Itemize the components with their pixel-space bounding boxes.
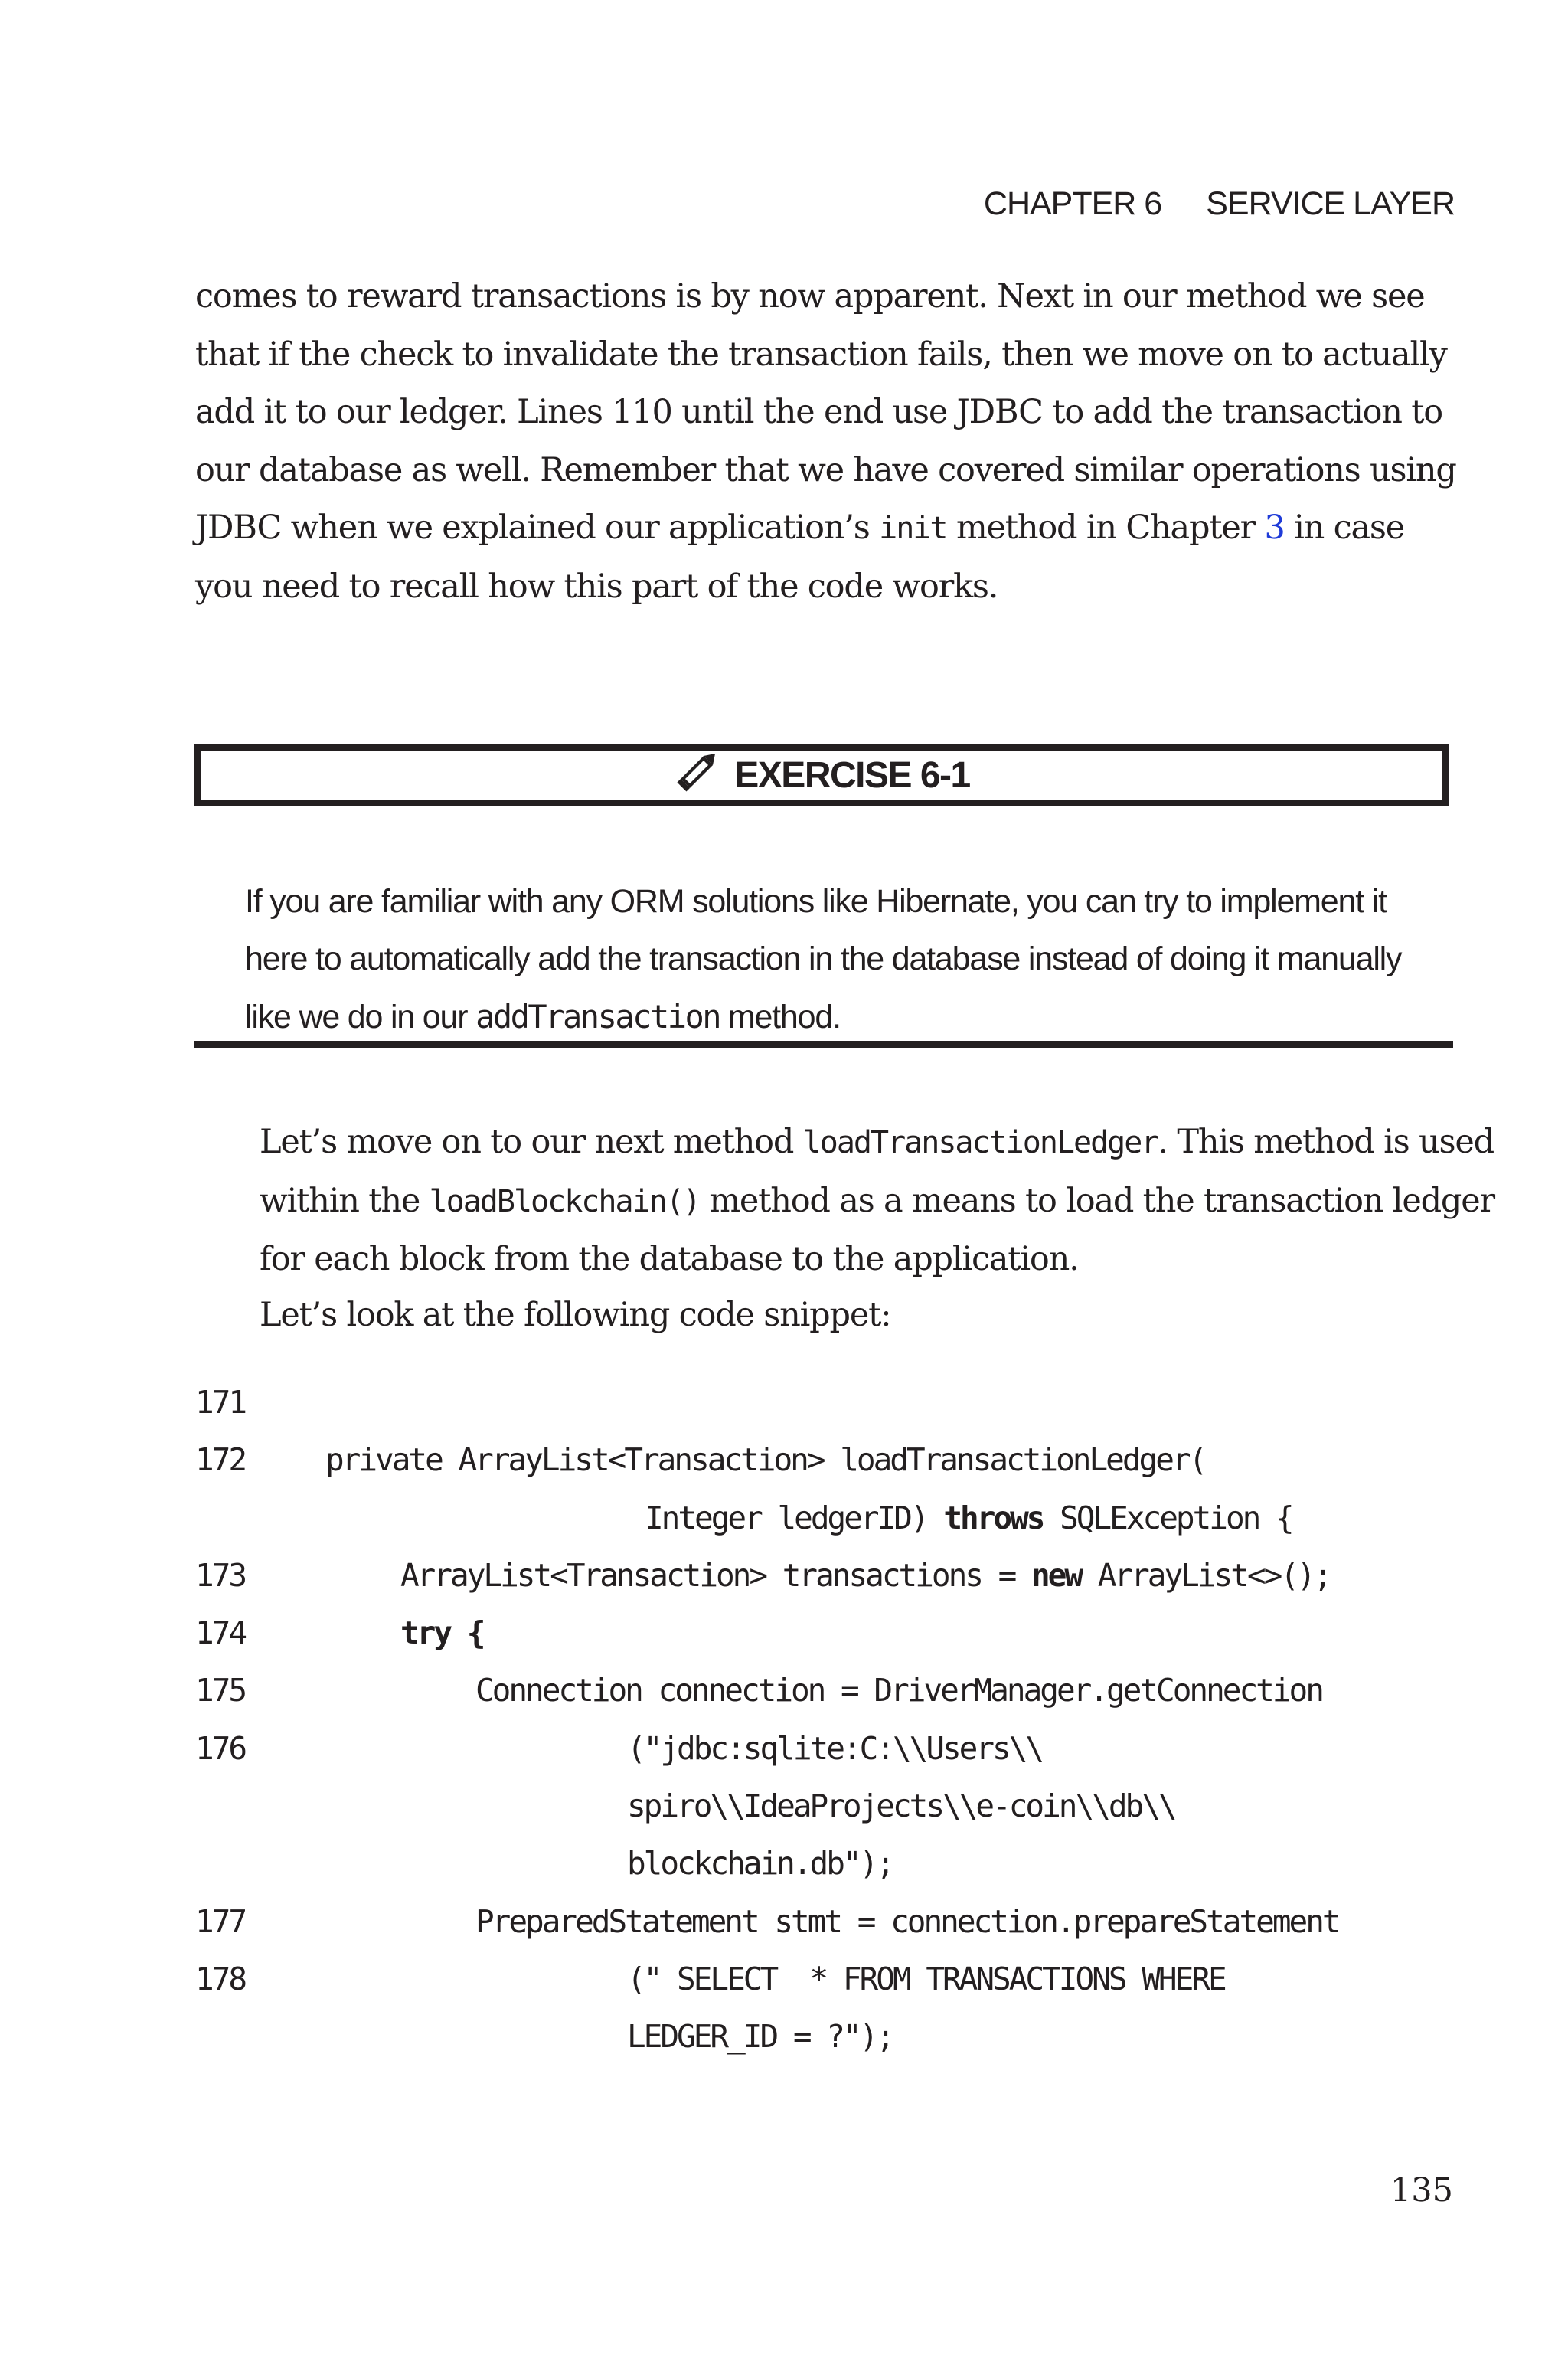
pencil-icon [673,744,725,796]
paragraph-text: . This method is used within the [260,1123,1494,1220]
inline-code-loadblockchain: loadBlockchain() [429,1183,700,1219]
code-line [195,1604,1459,1662]
paragraph-reward-transactions [195,268,1459,616]
code-text: blockchain.db"); [627,1845,893,1882]
paragraph-text: method in Chapter [946,509,1265,547]
exercise-title-text: EXERCISE 6-1 [734,754,970,796]
inline-code-init: init [879,511,947,546]
code-fragment: ArrayList<Transaction> transactions = [400,1556,1031,1594]
code-line [195,1951,1459,2008]
chapter-label: CHAPTER 6 [983,185,1162,222]
line-number: 177 [195,1902,246,1940]
paragraph-load-transaction-ledger [195,1114,1523,1289]
exercise-header-box [194,744,1449,806]
code-text: (" SELECT * FROM TRANSACTIONS WHERE [627,1960,1225,1997]
code-line [195,1893,1459,1951]
keyword-throws: throws [943,1499,1044,1536]
code-text-try: try { [400,1614,484,1652]
page-number: 135 [1390,2171,1453,2210]
code-line [195,1374,1459,1431]
paragraph-text: method as a means to load the transaction ledger for each block from the database to the application. [260,1181,1494,1278]
code-listing [195,1374,1459,2066]
line-number: 173 [195,1556,246,1594]
paragraph-text: Let’s move on to our next method [260,1123,803,1161]
code-text: ("jdbc:sqlite:C:\\Users\\ [627,1729,1043,1767]
code-text [645,1490,1292,1547]
paragraph-code-intro: Let’s look at the following code snippet: [260,1296,891,1334]
line-number: 175 [195,1672,246,1709]
inline-code-loadtransactionledger: loadTransactionLedger [802,1125,1158,1160]
exercise-title [201,751,1442,800]
code-line [195,1778,1459,1835]
code-text [400,1547,1330,1604]
code-line [195,1720,1459,1778]
chapter-3-link[interactable]: 3 [1264,509,1285,547]
exercise-text: If you are familiar with any ORM solutions like Hibernate, you can try to implement it here to automatically add the transaction in the database instead of doing it manually like we do in our [245,883,1402,1035]
section-label: SERVICE LAYER [1206,185,1455,222]
line-number: 171 [195,1384,246,1421]
code-line [195,2008,1459,2066]
running-head [984,185,1455,223]
code-text: PreparedStatement stmt = connection.prepareStatement [475,1902,1339,1940]
line-number: 172 [195,1441,246,1479]
code-fragment: Integer ledgerID) [645,1499,944,1536]
code-line [195,1547,1459,1604]
code-line [195,1835,1459,1892]
line-number: 178 [195,1960,246,1997]
inline-code-addtransaction: addTransaction [475,998,720,1035]
paragraph-text: comes to reward transactions is by now apparent. Next in our method we see that if the check to invalidate the transaction fails, then we move on to actually add it to our ledger. Lines 110 until the end use JDBC to add the transaction to our database as well. Remember that we have covered similar operations using JDBC when we explained our application’s [195,277,1456,547]
code-text: spiro\\IdeaProjects\\e-coin\\db\\ [627,1788,1175,1825]
code-text: private ArrayList<Transaction> loadTransactionLedger( [325,1441,1206,1479]
line-number: 176 [195,1729,246,1767]
code-text: Connection connection = DriverManager.getConnection [475,1672,1322,1709]
keyword-new: new [1031,1556,1082,1594]
code-line [195,1490,1459,1547]
exercise-text: method. [720,999,841,1035]
code-fragment: SQLException { [1043,1499,1292,1536]
paragraph-text: in case you need to recall how this part of the code works. [195,509,1405,606]
exercise-bottom-rule [194,1041,1453,1048]
line-number: 174 [195,1614,246,1652]
code-fragment: ArrayList<>(); [1081,1556,1331,1594]
code-line [195,1431,1459,1489]
code-line [195,1662,1459,1719]
exercise-body [245,873,1439,1046]
code-text: LEDGER_ID = ?"); [627,2018,893,2056]
